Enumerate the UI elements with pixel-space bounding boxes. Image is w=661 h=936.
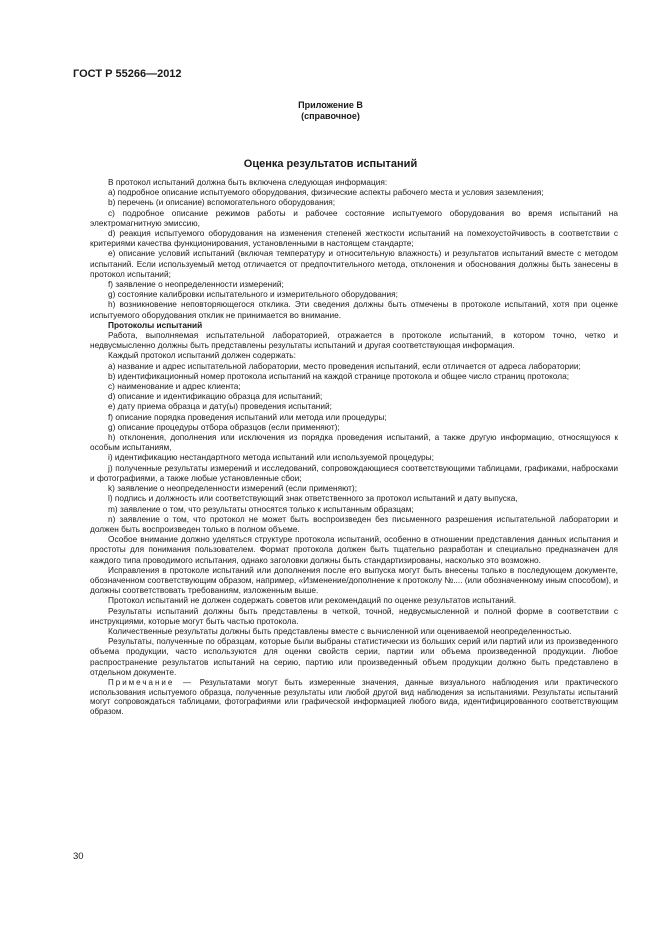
paragraph: Исправления в протоколе испытаний или дополнения после его выпуска могут быть внесены только в последующем документе, обозначенном соответствующим образом, например, «Изменение/дополнение к протоколу №.... (или обозначенному иным способом), и должны соответствовать требованиям, изложенным выше.	[90, 564, 619, 596]
list-item: d) реакция испытуемого оборудования на изменения степеней жесткости испытаний на помехоустойчивость в соответствии с критериями качества функционирования, установленными в настоящем стандарте;	[90, 228, 618, 249]
list-item: h) отклонения, дополнения или исключения из порядка проведения испытаний, а также другую информацию, относящуюся к особым испытаниям,	[90, 432, 618, 453]
paragraph: Работа, выполняемая испытательной лабораторией, отражается в протоколе испытаний, в котором точно, четко и недвусмысленно должны быть представлены результаты испытаний и другая соответствующая информация.	[90, 330, 618, 351]
list-item: f) заявление о неопределенности измерений;	[108, 279, 284, 290]
section-title: Оценка результатов испытаний	[243, 158, 418, 170]
list-item: h) возникновение неповторяющегося отклика. Эти сведения должны быть отмечены в протоколе испытаний, хотя при оценке испытуемого оборудования отклик не принимается во внимание.	[90, 299, 618, 320]
paragraph: Результаты, полученные по образцам, которые были выбраны статистически из больших серий или партий или из произведенного объема продукции, часто используются для оценки свойств серии, партии или объема произведенной продукции. Любое распространение результатов испытаний на серию, партию или произведенный объем продукции должно быть представлено в отдельном документе.	[90, 636, 618, 677]
list-item: g) описание процедуры отбора образцов (если применяют);	[108, 421, 340, 432]
paragraph: Количественные результаты должны быть представлены вместе с вычисленной или оцениваемой неопределенностью.	[108, 625, 572, 636]
list-item: е) дату приема образца и дату(ы) проведения испытаний;	[108, 401, 332, 412]
subsection-heading: Протоколы испытаний	[108, 319, 203, 330]
list-item: а) подробное описание испытуемого оборудования, физические аспекты рабочего места и условия заземления;	[108, 187, 544, 198]
list-item: l) подпись и должность или соответствующий знак ответственного за протокол испытаний и дату выпуска,	[108, 493, 518, 504]
note-label: Примечание —	[108, 677, 194, 687]
paragraph: В протокол испытаний должна быть включена следующая информация:	[108, 177, 388, 187]
list-item: е) описание условий испытаний (включая температуру и относительную влажность) и результатов испытаний вместе с методом испытаний. Если используемый метод отличается от предпочтительного метода, отклонения и обоснования должны быть занесены в протокол испытаний;	[90, 248, 618, 279]
list-item: b) перечень (и описание) вспомогательного оборудования;	[108, 197, 336, 208]
list-item: а) название и адрес испытательной лаборатории, место проведения испытаний, если отличается от адреса лаборатории;	[108, 360, 581, 371]
body-text	[90, 177, 618, 716]
note-text: Результатами могут быть измеренные значения, данные визуального наблюдения или практического использования испытуемого образца, полученные результаты или любой другой вид наблюдения за испытаниями. Результаты испытаний могут сопровождаться таблицами, фотографиями или графической информацией любого вида, идентифицированного соответствующим образом.	[90, 677, 618, 716]
paragraph: Протокол испытаний не должен содержать советов или рекомендаций по оценке результатов испытаний.	[108, 595, 517, 606]
list-item: g) состояние калибровки испытательного и измерительного оборудования;	[108, 289, 398, 300]
paragraph: Каждый протокол испытаний должен содержать:	[108, 350, 296, 361]
list-item: с) подробное описание режимов работы и рабочее состояние испытуемого оборудования во время испытаний на электромагнитную эмиссию,	[90, 207, 618, 228]
list-item: k) заявление о неопределенности измерений (если применяют);	[108, 483, 357, 494]
list-item: f) описание порядка проведения испытаний или метода или процедуры;	[108, 411, 387, 422]
list-item: n) заявление о том, что протокол не может быть воспроизведен без письменного разрешения испытательной лаборатории и должен быть воспроизведен только в полном объеме.	[90, 513, 618, 534]
paragraph: Результаты испытаний должны быть представлены в четкой, точной, недвусмысленной и полной форме в соответствии с инструкциями, которые могут быть частью протокола.	[90, 605, 618, 626]
note	[90, 678, 618, 716]
list-item: m) заявление о том, что результаты относятся только к испытанным образцам;	[108, 503, 414, 514]
standard-header: ГОСТ Р 55266—2012	[73, 68, 182, 80]
paragraph: Особое внимание должно уделяться структуре протокола испытаний, особенно в отношении представления данных испытания и простоты для понимания пользователем. Формат протокола должен быть тщательно разработан и специально предназначен для каждого типа проводимого испытания, однако заголовки должны быть стандартизированы, насколько это возможно.	[90, 534, 618, 565]
list-item: d) описание и идентификацию образца для испытаний;	[108, 391, 323, 402]
list-item: с) наименование и адрес клиента;	[108, 381, 241, 392]
annex-title: Приложение В	[298, 100, 363, 110]
annex-subtitle: (справочное)	[301, 111, 360, 121]
list-item: j) полученные результаты измерений и исследований, сопровождающиеся соответствующими таблицами, графиками, набросками и фотографиями, а также любые установленные сбои;	[90, 462, 618, 483]
list-item: b) идентификационный номер протокола испытаний на каждой странице протокола и общее число страниц протокола;	[108, 370, 570, 381]
list-item: i) идентификацию нестандартного метода испытаний или используемой процедуры;	[108, 452, 434, 463]
page-number: 30	[73, 851, 84, 862]
